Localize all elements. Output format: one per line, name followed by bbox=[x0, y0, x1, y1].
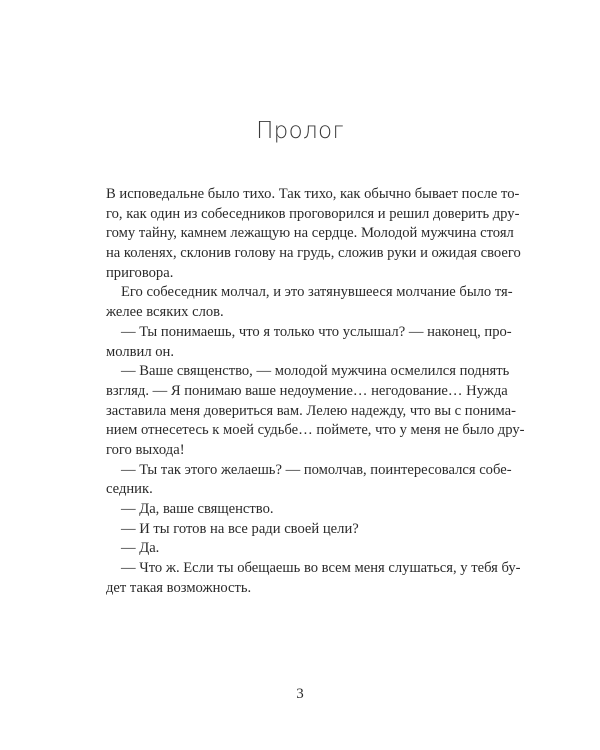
text-line: на коленях, склонив голову на грудь, сложив руки и ожидая своего bbox=[106, 245, 521, 262]
text-line: дет такая возможность. bbox=[106, 579, 252, 596]
page-number: 3 bbox=[296, 686, 304, 702]
text-line: го, как один из собеседников проговорился и решил доверить дру- bbox=[106, 205, 520, 222]
text-line: заставила меня довериться вам. Лелею надежду, что вы с понима- bbox=[106, 402, 516, 419]
text-line: седник. bbox=[106, 481, 153, 498]
text-line: В исповедальне было тихо. Так тихо, как обычно бывает после то- bbox=[106, 186, 520, 202]
text-line: приговора. bbox=[106, 264, 174, 281]
text-line: гого выхода! bbox=[106, 441, 185, 458]
text-line: — И ты готов на все ради своей цели? bbox=[121, 520, 359, 537]
text-line: взгляд. — Я понимаю ваше недоумение… негодование… Нужда bbox=[106, 382, 508, 399]
text-line: — Ты так этого желаешь? — помолчав, поинтересовался собе- bbox=[121, 461, 512, 478]
chapter-title: Пролог bbox=[256, 118, 344, 144]
text-line: — Что ж. Если ты обещаешь во всем меня слушаться, у тебя бу- bbox=[121, 560, 521, 577]
body-text bbox=[106, 185, 525, 598]
text-line: — Ты понимаешь, что я только что услышал? — наконец, про- bbox=[121, 323, 512, 340]
text-line: гому тайну, камнем лежащую на сердце. Молодой мужчина стоял bbox=[106, 225, 514, 242]
text-line: молвил он. bbox=[106, 343, 175, 360]
text-line: — Ваше священство, — молодой мужчина осмелился поднять bbox=[121, 363, 510, 380]
text-line: — Да. bbox=[121, 540, 160, 557]
text-line: Его собеседник молчал, и это затянувшееся молчание было тя- bbox=[121, 284, 513, 301]
text-line: желее всяких слов. bbox=[106, 304, 224, 321]
text-line: нием отнесетесь к моей судьбе… поймете, что у меня не было дру- bbox=[106, 422, 525, 439]
text-line: — Да, ваше священство. bbox=[121, 501, 274, 517]
